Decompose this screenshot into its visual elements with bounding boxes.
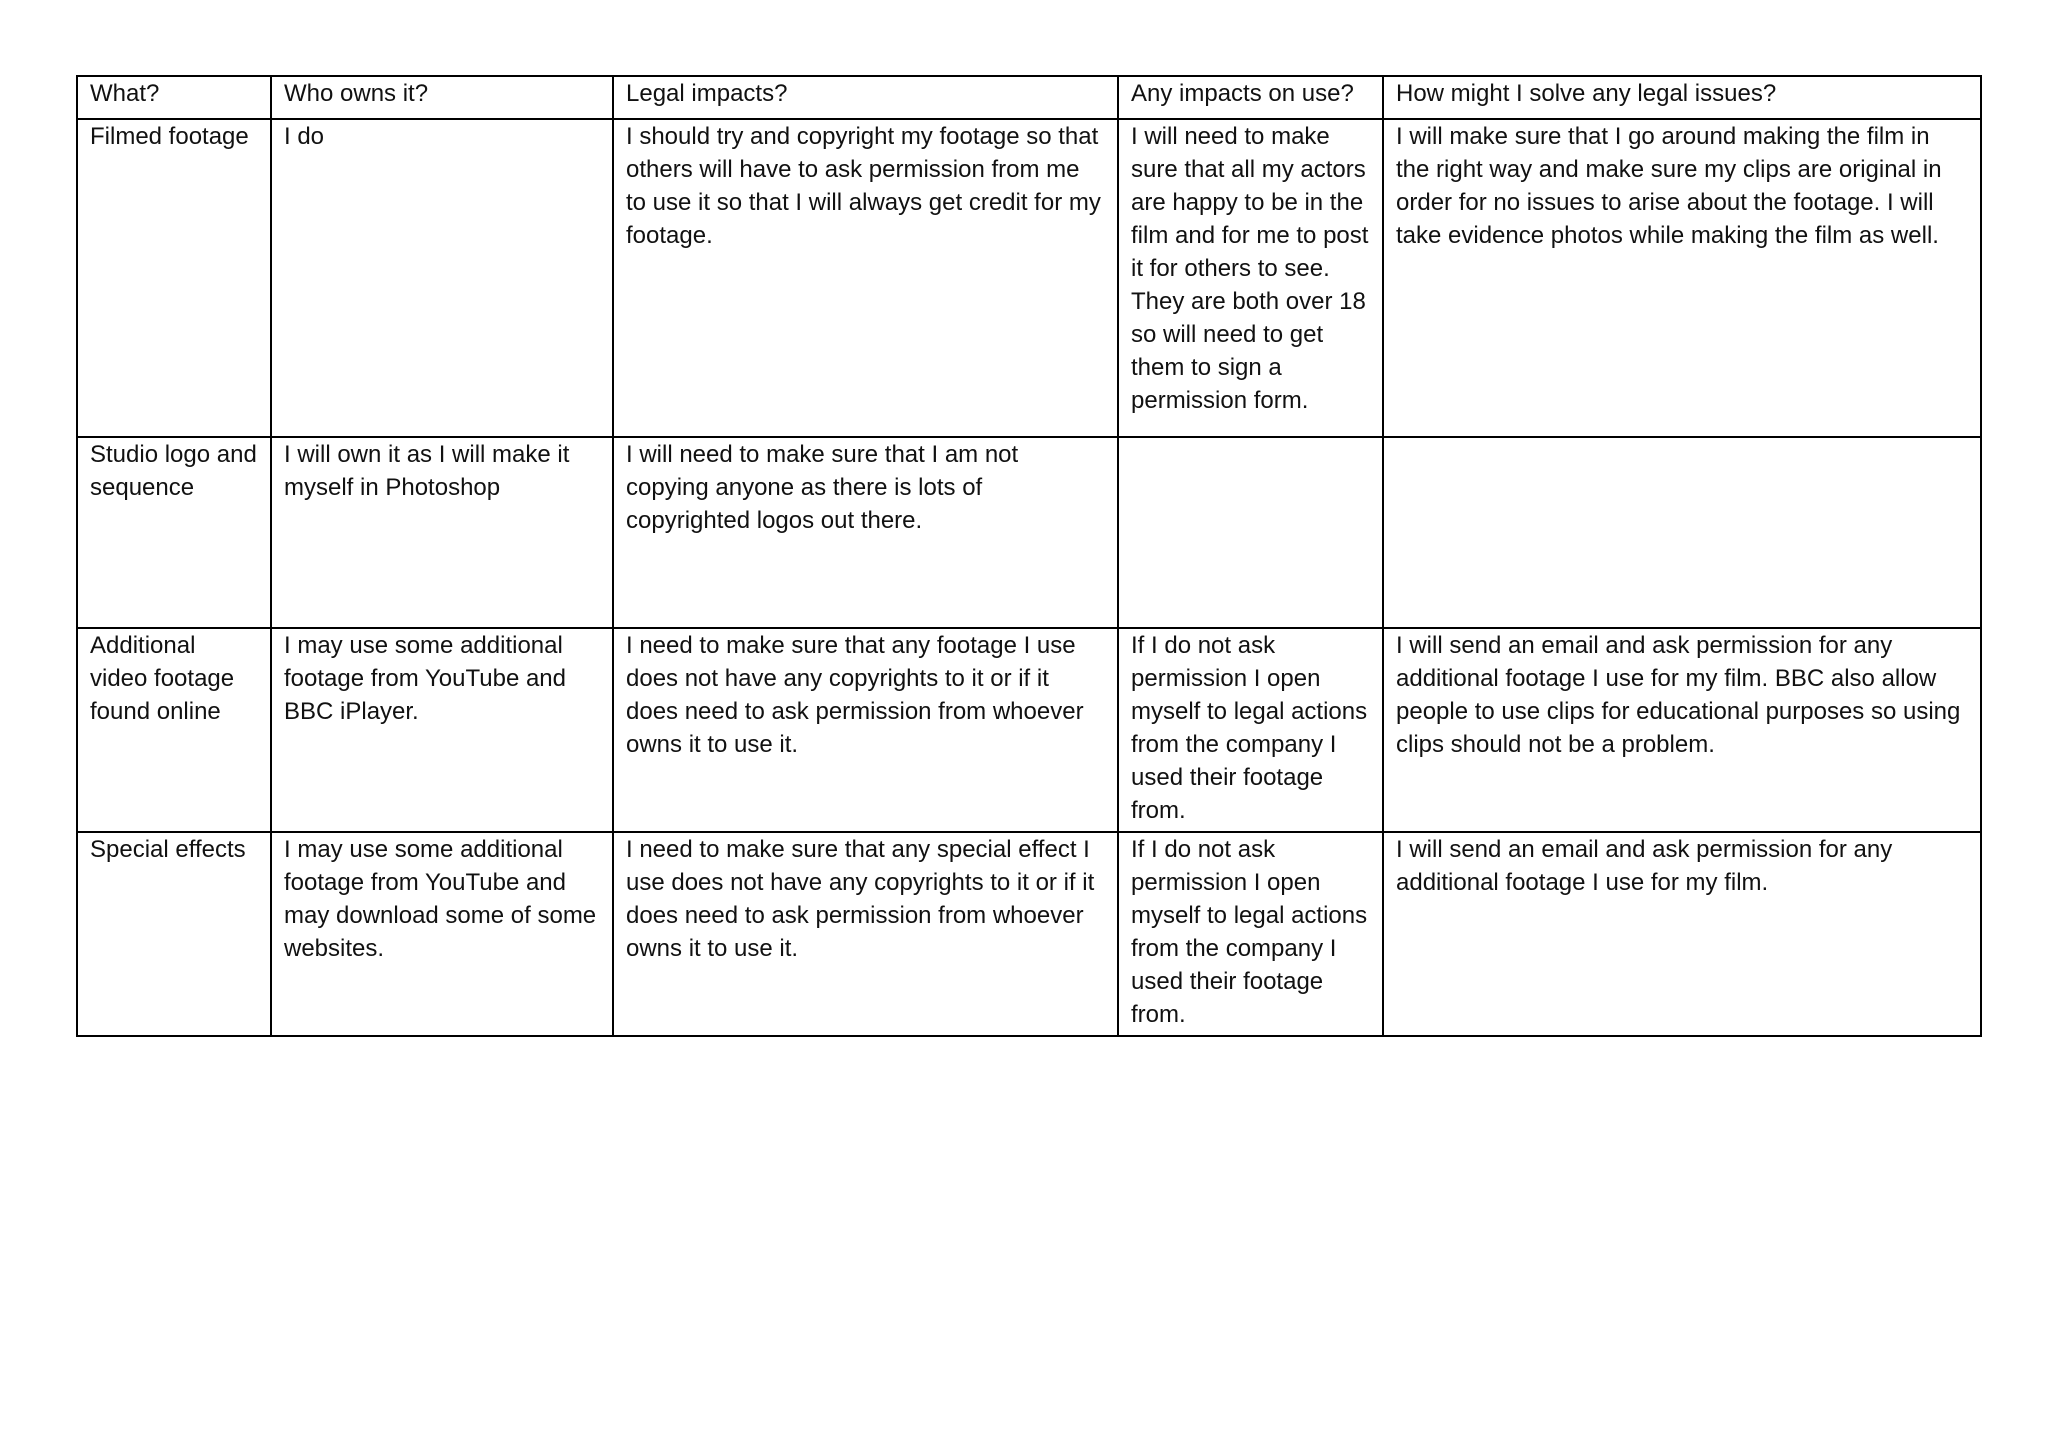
- table-cell: I need to make sure that any special effect I use does not have any copyrights to it or if it does need to ask permission from whoever owns it to use it.: [613, 832, 1118, 1036]
- header-cell-impacts-on-use: Any impacts on use?: [1118, 76, 1383, 119]
- table-row: [77, 437, 1981, 628]
- table-cell: [1118, 437, 1383, 628]
- header-cell-solutions: How might I solve any legal issues?: [1383, 76, 1981, 119]
- table-cell: I do: [271, 119, 613, 437]
- legal-issues-table: [76, 75, 1982, 1037]
- table-cell: If I do not ask permission I open myself to legal actions from the company I used their footage from.: [1118, 832, 1383, 1036]
- header-cell-legal-impacts: Legal impacts?: [613, 76, 1118, 119]
- table-header-row: [77, 76, 1981, 119]
- table-row: [77, 119, 1981, 437]
- header-cell-what: What?: [77, 76, 271, 119]
- table-cell: I should try and copyright my footage so that others will have to ask permission from me to use it so that I will always get credit for my footage.: [613, 119, 1118, 437]
- table-row: [77, 628, 1981, 832]
- table-cell: I may use some additional footage from YouTube and BBC iPlayer.: [271, 628, 613, 832]
- table-cell: I may use some additional footage from YouTube and may download some of some websites.: [271, 832, 613, 1036]
- table-cell: I will need to make sure that I am not copying anyone as there is lots of copyrighted logos out there.: [613, 437, 1118, 628]
- table-cell: If I do not ask permission I open myself to legal actions from the company I used their footage from.: [1118, 628, 1383, 832]
- table-cell: I will make sure that I go around making the film in the right way and make sure my clips are original in order for no issues to arise about the footage. I will take evidence photos while making the film as well.: [1383, 119, 1981, 437]
- table-row: [77, 832, 1981, 1036]
- table-cell: I will send an email and ask permission for any additional footage I use for my film. BBC also allow people to use clips for educational purposes so using clips should not be a problem.: [1383, 628, 1981, 832]
- header-cell-owner: Who owns it?: [271, 76, 613, 119]
- table-cell: I will own it as I will make it myself in Photoshop: [271, 437, 613, 628]
- table-cell: [1383, 437, 1981, 628]
- table-cell: Special effects: [77, 832, 271, 1036]
- table-cell: Filmed footage: [77, 119, 271, 437]
- table-cell: I will send an email and ask permission for any additional footage I use for my film.: [1383, 832, 1981, 1036]
- table-cell: I need to make sure that any footage I use does not have any copyrights to it or if it does need to ask permission from whoever owns it to use it.: [613, 628, 1118, 832]
- table-cell: Studio logo and sequence: [77, 437, 271, 628]
- table-cell: I will need to make sure that all my actors are happy to be in the film and for me to post it for others to see. They are both over 18 so will need to get them to sign a permission form.: [1118, 119, 1383, 437]
- table-cell: Additional video footage found online: [77, 628, 271, 832]
